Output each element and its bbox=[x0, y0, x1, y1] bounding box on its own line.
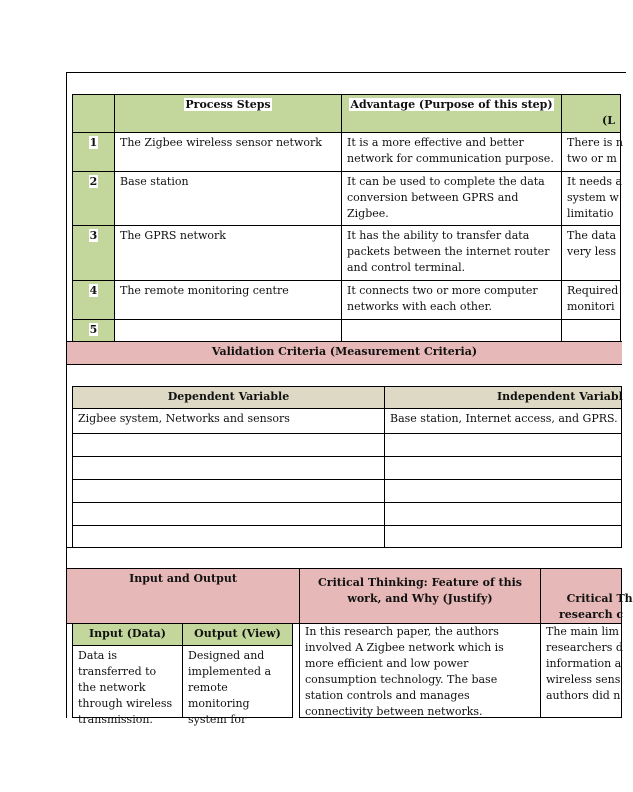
input-data-cell: Data is transferred to the network through wireless transmission. bbox=[72, 645, 183, 718]
process-step-cell: The remote monitoring centre bbox=[114, 280, 342, 320]
dependent-variable-value: Zigbee system, Networks and sensors bbox=[72, 408, 385, 434]
limitation-cell bbox=[561, 319, 621, 342]
header-limitation: (L bbox=[561, 94, 621, 133]
advantage-cell: It is a more effective and better network for communication purpose. bbox=[341, 132, 562, 172]
input-data-header: Input (Data) bbox=[72, 623, 183, 646]
advantage-cell: It has the ability to transfer data packets between the internet router and control terminal. bbox=[341, 225, 562, 281]
independent-variable-header: Independent Variabl bbox=[384, 386, 622, 409]
independent-variable-value: Base station, Internet access, and GPRS. bbox=[384, 408, 622, 434]
advantage-cell bbox=[341, 319, 562, 342]
row-number: 1 bbox=[72, 132, 115, 172]
process-step-cell bbox=[114, 319, 342, 342]
row-number: 3 bbox=[72, 225, 115, 281]
section-divider bbox=[66, 547, 622, 548]
header-process-steps: Process Steps bbox=[114, 94, 342, 133]
advantage-cell: It can be used to complete the data conversion between GPRS and Zigbee. bbox=[341, 171, 562, 226]
limitation-cell: The data very less bbox=[561, 225, 621, 281]
table-row bbox=[384, 433, 622, 457]
table-row bbox=[384, 479, 622, 503]
table-row bbox=[72, 456, 385, 480]
output-view-cell: Designed and implemented a remote monitoring system for bbox=[182, 645, 293, 718]
table-row bbox=[72, 433, 385, 457]
limitation-cell: There is n two or m bbox=[561, 132, 621, 172]
limitation-cell: It needs a system w limitatio bbox=[561, 171, 621, 226]
table-row bbox=[72, 525, 385, 548]
table-row bbox=[384, 456, 622, 480]
critical-thinking-limitations-header: Critical Th research c bbox=[540, 568, 622, 624]
row-number: 2 bbox=[72, 171, 115, 226]
table-row bbox=[72, 479, 385, 503]
table-row bbox=[384, 525, 622, 548]
row-number: 4 bbox=[72, 280, 115, 320]
row-number: 5 bbox=[72, 319, 115, 342]
output-view-header: Output (View) bbox=[182, 623, 293, 646]
header-number-cell bbox=[72, 94, 115, 133]
critical-thinking-limitations-cell: The main lim researchers d information a wireless sens authors did n bbox=[540, 623, 622, 718]
critical-thinking-header: Critical Thinking: Feature of this work, and Why (Justify) bbox=[299, 568, 541, 624]
advantage-cell: It connects two or more computer networks with each other. bbox=[341, 280, 562, 320]
table-row bbox=[72, 502, 385, 526]
process-step-cell: Base station bbox=[114, 171, 342, 226]
validation-criteria-banner: Validation Criteria (Measurement Criteria) bbox=[66, 341, 622, 365]
process-step-cell: The GPRS network bbox=[114, 225, 342, 281]
input-output-header: Input and Output bbox=[66, 568, 300, 624]
table-row bbox=[384, 502, 622, 526]
dependent-variable-header: Dependent Variable bbox=[72, 386, 385, 409]
limitation-cell: Required monitori bbox=[561, 280, 621, 320]
process-step-cell: The Zigbee wireless sensor network bbox=[114, 132, 342, 172]
left-border bbox=[66, 623, 67, 718]
critical-thinking-cell: In this research paper, the authors involved A Zigbee network which is more efficient and low power consumption technology. The base station controls and manages connectivity between networks. bbox=[299, 623, 541, 718]
header-advantage: Advantage (Purpose of this step) bbox=[341, 94, 562, 133]
